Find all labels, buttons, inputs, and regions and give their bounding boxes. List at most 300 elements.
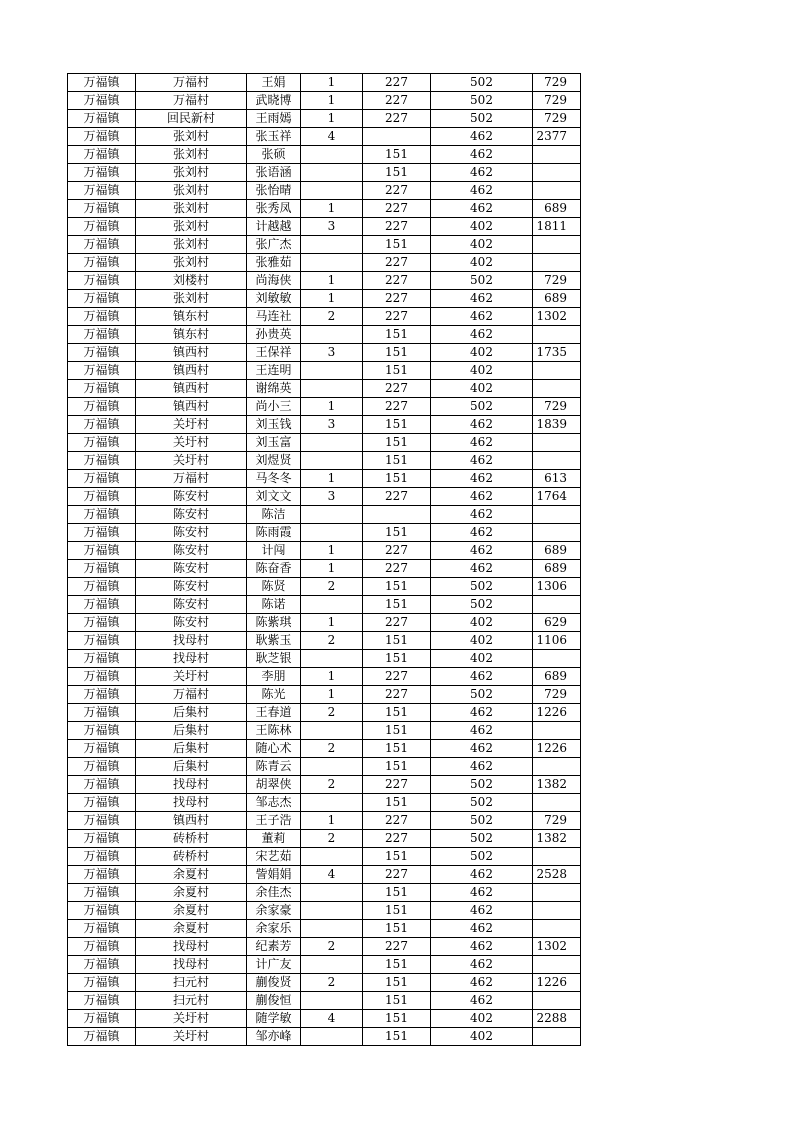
- count-cell: [301, 164, 363, 182]
- table-row: [68, 902, 581, 920]
- amount-a-cell: 151: [363, 884, 431, 902]
- village-cell: 陈安村: [136, 596, 247, 614]
- total-cell: 1226: [533, 974, 581, 992]
- count-cell: [301, 380, 363, 398]
- count-cell: 4: [301, 128, 363, 146]
- town-cell: 万福镇: [68, 956, 136, 974]
- total-cell: [533, 164, 581, 182]
- count-cell: 3: [301, 344, 363, 362]
- name-cell: 张玉祥: [247, 128, 301, 146]
- total-cell: 689: [533, 560, 581, 578]
- amount-b-cell: 462: [431, 722, 533, 740]
- town-cell: 万福镇: [68, 74, 136, 92]
- name-cell: 谢绵英: [247, 380, 301, 398]
- count-cell: 2: [301, 776, 363, 794]
- total-cell: 729: [533, 92, 581, 110]
- village-cell: 张刘村: [136, 236, 247, 254]
- amount-a-cell: 227: [363, 866, 431, 884]
- table-row: [68, 812, 581, 830]
- table-row: [68, 1010, 581, 1028]
- village-cell: 张刘村: [136, 290, 247, 308]
- name-cell: 随心术: [247, 740, 301, 758]
- amount-b-cell: 462: [431, 164, 533, 182]
- amount-a-cell: 227: [363, 182, 431, 200]
- amount-b-cell: 462: [431, 200, 533, 218]
- amount-a-cell: 151: [363, 920, 431, 938]
- count-cell: 1: [301, 398, 363, 416]
- amount-b-cell: 462: [431, 290, 533, 308]
- table-row: [68, 452, 581, 470]
- total-cell: 1382: [533, 830, 581, 848]
- amount-b-cell: 502: [431, 272, 533, 290]
- amount-a-cell: 151: [363, 1010, 431, 1028]
- count-cell: 2: [301, 578, 363, 596]
- amount-b-cell: 462: [431, 956, 533, 974]
- amount-a-cell: 151: [363, 974, 431, 992]
- table-row: [68, 938, 581, 956]
- amount-a-cell: 151: [363, 470, 431, 488]
- name-cell: 蒯俊贤: [247, 974, 301, 992]
- village-cell: 陈安村: [136, 560, 247, 578]
- count-cell: 1: [301, 290, 363, 308]
- amount-b-cell: 462: [431, 452, 533, 470]
- amount-a-cell: 151: [363, 416, 431, 434]
- table-row: [68, 272, 581, 290]
- town-cell: 万福镇: [68, 470, 136, 488]
- village-cell: 后集村: [136, 758, 247, 776]
- total-cell: [533, 1028, 581, 1046]
- total-cell: 1226: [533, 740, 581, 758]
- name-cell: 计广友: [247, 956, 301, 974]
- total-cell: [533, 524, 581, 542]
- table-row: [68, 200, 581, 218]
- total-cell: [533, 236, 581, 254]
- count-cell: [301, 452, 363, 470]
- town-cell: 万福镇: [68, 740, 136, 758]
- count-cell: 2: [301, 938, 363, 956]
- amount-a-cell: 151: [363, 992, 431, 1010]
- name-cell: 刘玉钱: [247, 416, 301, 434]
- total-cell: [533, 884, 581, 902]
- town-cell: 万福镇: [68, 1010, 136, 1028]
- count-cell: 1: [301, 200, 363, 218]
- amount-b-cell: 462: [431, 866, 533, 884]
- total-cell: [533, 362, 581, 380]
- amount-a-cell: 227: [363, 938, 431, 956]
- amount-b-cell: 462: [431, 974, 533, 992]
- count-cell: 1: [301, 92, 363, 110]
- count-cell: [301, 884, 363, 902]
- total-cell: 1764: [533, 488, 581, 506]
- table-row: [68, 794, 581, 812]
- village-cell: 找母村: [136, 650, 247, 668]
- name-cell: 李朋: [247, 668, 301, 686]
- town-cell: 万福镇: [68, 92, 136, 110]
- village-cell: 陈安村: [136, 614, 247, 632]
- count-cell: [301, 722, 363, 740]
- table-row: [68, 128, 581, 146]
- town-cell: 万福镇: [68, 308, 136, 326]
- name-cell: 马连社: [247, 308, 301, 326]
- amount-a-cell: 227: [363, 74, 431, 92]
- count-cell: [301, 524, 363, 542]
- table-row: [68, 488, 581, 506]
- amount-a-cell: 151: [363, 704, 431, 722]
- total-cell: [533, 452, 581, 470]
- table-row: [68, 344, 581, 362]
- total-cell: 1302: [533, 938, 581, 956]
- amount-b-cell: 502: [431, 794, 533, 812]
- total-cell: 689: [533, 200, 581, 218]
- name-cell: 孙贵英: [247, 326, 301, 344]
- count-cell: [301, 956, 363, 974]
- town-cell: 万福镇: [68, 506, 136, 524]
- village-cell: 扫元村: [136, 992, 247, 1010]
- village-cell: 张刘村: [136, 164, 247, 182]
- total-cell: [533, 992, 581, 1010]
- total-cell: [533, 758, 581, 776]
- table-row: [68, 164, 581, 182]
- total-cell: 613: [533, 470, 581, 488]
- table-row: [68, 686, 581, 704]
- village-cell: 关圩村: [136, 452, 247, 470]
- town-cell: 万福镇: [68, 938, 136, 956]
- name-cell: 陈贤: [247, 578, 301, 596]
- count-cell: 3: [301, 416, 363, 434]
- name-cell: 武晓博: [247, 92, 301, 110]
- town-cell: 万福镇: [68, 704, 136, 722]
- name-cell: 刘玉富: [247, 434, 301, 452]
- name-cell: 刘文文: [247, 488, 301, 506]
- amount-b-cell: 462: [431, 182, 533, 200]
- amount-b-cell: 462: [431, 992, 533, 1010]
- table-row: [68, 704, 581, 722]
- total-cell: 1839: [533, 416, 581, 434]
- table-row: [68, 596, 581, 614]
- count-cell: 1: [301, 686, 363, 704]
- count-cell: [301, 596, 363, 614]
- name-cell: 耿芝银: [247, 650, 301, 668]
- town-cell: 万福镇: [68, 614, 136, 632]
- amount-a-cell: 151: [363, 146, 431, 164]
- name-cell: 张硕: [247, 146, 301, 164]
- village-cell: 镇东村: [136, 326, 247, 344]
- name-cell: 蒯俊恒: [247, 992, 301, 1010]
- amount-a-cell: [363, 506, 431, 524]
- village-cell: 陈安村: [136, 506, 247, 524]
- amount-a-cell: 227: [363, 92, 431, 110]
- village-cell: 张刘村: [136, 182, 247, 200]
- table-row: [68, 740, 581, 758]
- count-cell: 1: [301, 272, 363, 290]
- name-cell: 刘敏敏: [247, 290, 301, 308]
- amount-a-cell: 151: [363, 164, 431, 182]
- total-cell: 1302: [533, 308, 581, 326]
- amount-a-cell: 151: [363, 452, 431, 470]
- amount-b-cell: 462: [431, 884, 533, 902]
- village-cell: 关圩村: [136, 668, 247, 686]
- amount-b-cell: 502: [431, 776, 533, 794]
- village-cell: 镇西村: [136, 344, 247, 362]
- village-cell: 后集村: [136, 704, 247, 722]
- count-cell: 2: [301, 704, 363, 722]
- amount-a-cell: 151: [363, 632, 431, 650]
- town-cell: 万福镇: [68, 830, 136, 848]
- count-cell: [301, 920, 363, 938]
- total-cell: [533, 506, 581, 524]
- village-cell: 陈安村: [136, 524, 247, 542]
- name-cell: 王连明: [247, 362, 301, 380]
- village-cell: 关圩村: [136, 1028, 247, 1046]
- amount-a-cell: 151: [363, 848, 431, 866]
- table-row: [68, 542, 581, 560]
- village-cell: 砖桥村: [136, 830, 247, 848]
- town-cell: 万福镇: [68, 560, 136, 578]
- total-cell: [533, 254, 581, 272]
- total-cell: 729: [533, 812, 581, 830]
- name-cell: 陈诺: [247, 596, 301, 614]
- total-cell: 1226: [533, 704, 581, 722]
- count-cell: [301, 794, 363, 812]
- table-row: [68, 722, 581, 740]
- amount-a-cell: 151: [363, 236, 431, 254]
- amount-b-cell: 502: [431, 686, 533, 704]
- name-cell: 张秀凤: [247, 200, 301, 218]
- name-cell: 马冬冬: [247, 470, 301, 488]
- count-cell: [301, 992, 363, 1010]
- count-cell: 1: [301, 614, 363, 632]
- amount-b-cell: 462: [431, 758, 533, 776]
- amount-b-cell: 402: [431, 1028, 533, 1046]
- count-cell: 2: [301, 740, 363, 758]
- village-cell: 后集村: [136, 722, 247, 740]
- amount-b-cell: 462: [431, 740, 533, 758]
- count-cell: 3: [301, 218, 363, 236]
- town-cell: 万福镇: [68, 632, 136, 650]
- town-cell: 万福镇: [68, 452, 136, 470]
- count-cell: 1: [301, 542, 363, 560]
- table-row: [68, 974, 581, 992]
- total-cell: 689: [533, 668, 581, 686]
- amount-a-cell: 227: [363, 110, 431, 128]
- table-row: [68, 920, 581, 938]
- town-cell: 万福镇: [68, 434, 136, 452]
- total-cell: 1306: [533, 578, 581, 596]
- amount-a-cell: 227: [363, 290, 431, 308]
- total-cell: [533, 596, 581, 614]
- village-cell: 镇东村: [136, 308, 247, 326]
- village-cell: 陈安村: [136, 488, 247, 506]
- town-cell: 万福镇: [68, 272, 136, 290]
- amount-b-cell: 502: [431, 830, 533, 848]
- name-cell: 随学敏: [247, 1010, 301, 1028]
- town-cell: 万福镇: [68, 920, 136, 938]
- count-cell: 2: [301, 974, 363, 992]
- amount-a-cell: 151: [363, 344, 431, 362]
- name-cell: 邹亦峰: [247, 1028, 301, 1046]
- amount-b-cell: 462: [431, 668, 533, 686]
- village-cell: 关圩村: [136, 416, 247, 434]
- name-cell: 尚海侠: [247, 272, 301, 290]
- town-cell: 万福镇: [68, 722, 136, 740]
- amount-b-cell: 462: [431, 308, 533, 326]
- name-cell: 王娟: [247, 74, 301, 92]
- name-cell: 余佳杰: [247, 884, 301, 902]
- total-cell: [533, 956, 581, 974]
- village-cell: 余夏村: [136, 884, 247, 902]
- table-row: [68, 884, 581, 902]
- amount-a-cell: 227: [363, 272, 431, 290]
- name-cell: 余家豪: [247, 902, 301, 920]
- amount-b-cell: 402: [431, 614, 533, 632]
- amount-b-cell: 502: [431, 74, 533, 92]
- village-cell: 余夏村: [136, 902, 247, 920]
- total-cell: 1382: [533, 776, 581, 794]
- table-row: [68, 434, 581, 452]
- table-row: [68, 290, 581, 308]
- table-row: [68, 668, 581, 686]
- table-row: [68, 92, 581, 110]
- name-cell: 计越越: [247, 218, 301, 236]
- count-cell: [301, 902, 363, 920]
- village-cell: 陈安村: [136, 578, 247, 596]
- village-cell: 万福村: [136, 92, 247, 110]
- village-cell: 万福村: [136, 74, 247, 92]
- amount-a-cell: 227: [363, 668, 431, 686]
- town-cell: 万福镇: [68, 488, 136, 506]
- town-cell: 万福镇: [68, 974, 136, 992]
- name-cell: 刘煜贤: [247, 452, 301, 470]
- count-cell: 2: [301, 632, 363, 650]
- amount-a-cell: 227: [363, 488, 431, 506]
- village-cell: 万福村: [136, 470, 247, 488]
- amount-b-cell: 402: [431, 380, 533, 398]
- table-row: [68, 398, 581, 416]
- total-cell: [533, 650, 581, 668]
- table-row: [68, 992, 581, 1010]
- total-cell: [533, 722, 581, 740]
- name-cell: 邹志杰: [247, 794, 301, 812]
- total-cell: [533, 434, 581, 452]
- amount-a-cell: 151: [363, 434, 431, 452]
- table-row: [68, 578, 581, 596]
- table-row: [68, 218, 581, 236]
- village-cell: 找母村: [136, 776, 247, 794]
- town-cell: 万福镇: [68, 344, 136, 362]
- amount-b-cell: 502: [431, 812, 533, 830]
- total-cell: 729: [533, 74, 581, 92]
- amount-a-cell: 227: [363, 308, 431, 326]
- village-cell: 找母村: [136, 794, 247, 812]
- count-cell: 1: [301, 74, 363, 92]
- name-cell: 陈雨霞: [247, 524, 301, 542]
- village-cell: 镇西村: [136, 398, 247, 416]
- town-cell: 万福镇: [68, 1028, 136, 1046]
- total-cell: [533, 380, 581, 398]
- total-cell: 729: [533, 110, 581, 128]
- count-cell: 4: [301, 866, 363, 884]
- amount-b-cell: 402: [431, 254, 533, 272]
- town-cell: 万福镇: [68, 326, 136, 344]
- name-cell: 计闯: [247, 542, 301, 560]
- amount-a-cell: 151: [363, 326, 431, 344]
- table-row: [68, 560, 581, 578]
- total-cell: [533, 146, 581, 164]
- town-cell: 万福镇: [68, 596, 136, 614]
- total-cell: 689: [533, 290, 581, 308]
- town-cell: 万福镇: [68, 236, 136, 254]
- total-cell: 629: [533, 614, 581, 632]
- total-cell: [533, 326, 581, 344]
- count-cell: [301, 758, 363, 776]
- town-cell: 万福镇: [68, 866, 136, 884]
- village-cell: 张刘村: [136, 200, 247, 218]
- amount-a-cell: 227: [363, 380, 431, 398]
- town-cell: 万福镇: [68, 542, 136, 560]
- village-cell: 余夏村: [136, 866, 247, 884]
- village-cell: 陈安村: [136, 542, 247, 560]
- amount-b-cell: 462: [431, 524, 533, 542]
- village-cell: 万福村: [136, 686, 247, 704]
- town-cell: 万福镇: [68, 416, 136, 434]
- count-cell: 1: [301, 470, 363, 488]
- name-cell: 陈洁: [247, 506, 301, 524]
- amount-a-cell: 227: [363, 218, 431, 236]
- town-cell: 万福镇: [68, 200, 136, 218]
- amount-b-cell: 462: [431, 920, 533, 938]
- name-cell: 陈光: [247, 686, 301, 704]
- amount-b-cell: 402: [431, 344, 533, 362]
- amount-a-cell: 151: [363, 758, 431, 776]
- town-cell: 万福镇: [68, 902, 136, 920]
- count-cell: [301, 254, 363, 272]
- amount-a-cell: 227: [363, 614, 431, 632]
- amount-b-cell: 502: [431, 92, 533, 110]
- name-cell: 王雨嫣: [247, 110, 301, 128]
- village-cell: 回民新村: [136, 110, 247, 128]
- town-cell: 万福镇: [68, 848, 136, 866]
- amount-b-cell: 462: [431, 704, 533, 722]
- amount-b-cell: 462: [431, 542, 533, 560]
- count-cell: [301, 506, 363, 524]
- amount-b-cell: 462: [431, 902, 533, 920]
- table-row: [68, 254, 581, 272]
- amount-a-cell: 151: [363, 650, 431, 668]
- amount-b-cell: 402: [431, 632, 533, 650]
- amount-a-cell: 227: [363, 254, 431, 272]
- town-cell: 万福镇: [68, 218, 136, 236]
- count-cell: 1: [301, 110, 363, 128]
- count-cell: [301, 182, 363, 200]
- village-cell: 刘楼村: [136, 272, 247, 290]
- town-cell: 万福镇: [68, 398, 136, 416]
- amount-b-cell: 462: [431, 488, 533, 506]
- amount-b-cell: 402: [431, 218, 533, 236]
- amount-a-cell: 227: [363, 776, 431, 794]
- village-cell: 找母村: [136, 632, 247, 650]
- name-cell: 宋艺茹: [247, 848, 301, 866]
- table-row: [68, 524, 581, 542]
- name-cell: 王春道: [247, 704, 301, 722]
- count-cell: 1: [301, 560, 363, 578]
- total-cell: 729: [533, 272, 581, 290]
- village-cell: 砖桥村: [136, 848, 247, 866]
- count-cell: 3: [301, 488, 363, 506]
- total-cell: [533, 794, 581, 812]
- amount-a-cell: 227: [363, 200, 431, 218]
- name-cell: 陈青云: [247, 758, 301, 776]
- name-cell: 张广杰: [247, 236, 301, 254]
